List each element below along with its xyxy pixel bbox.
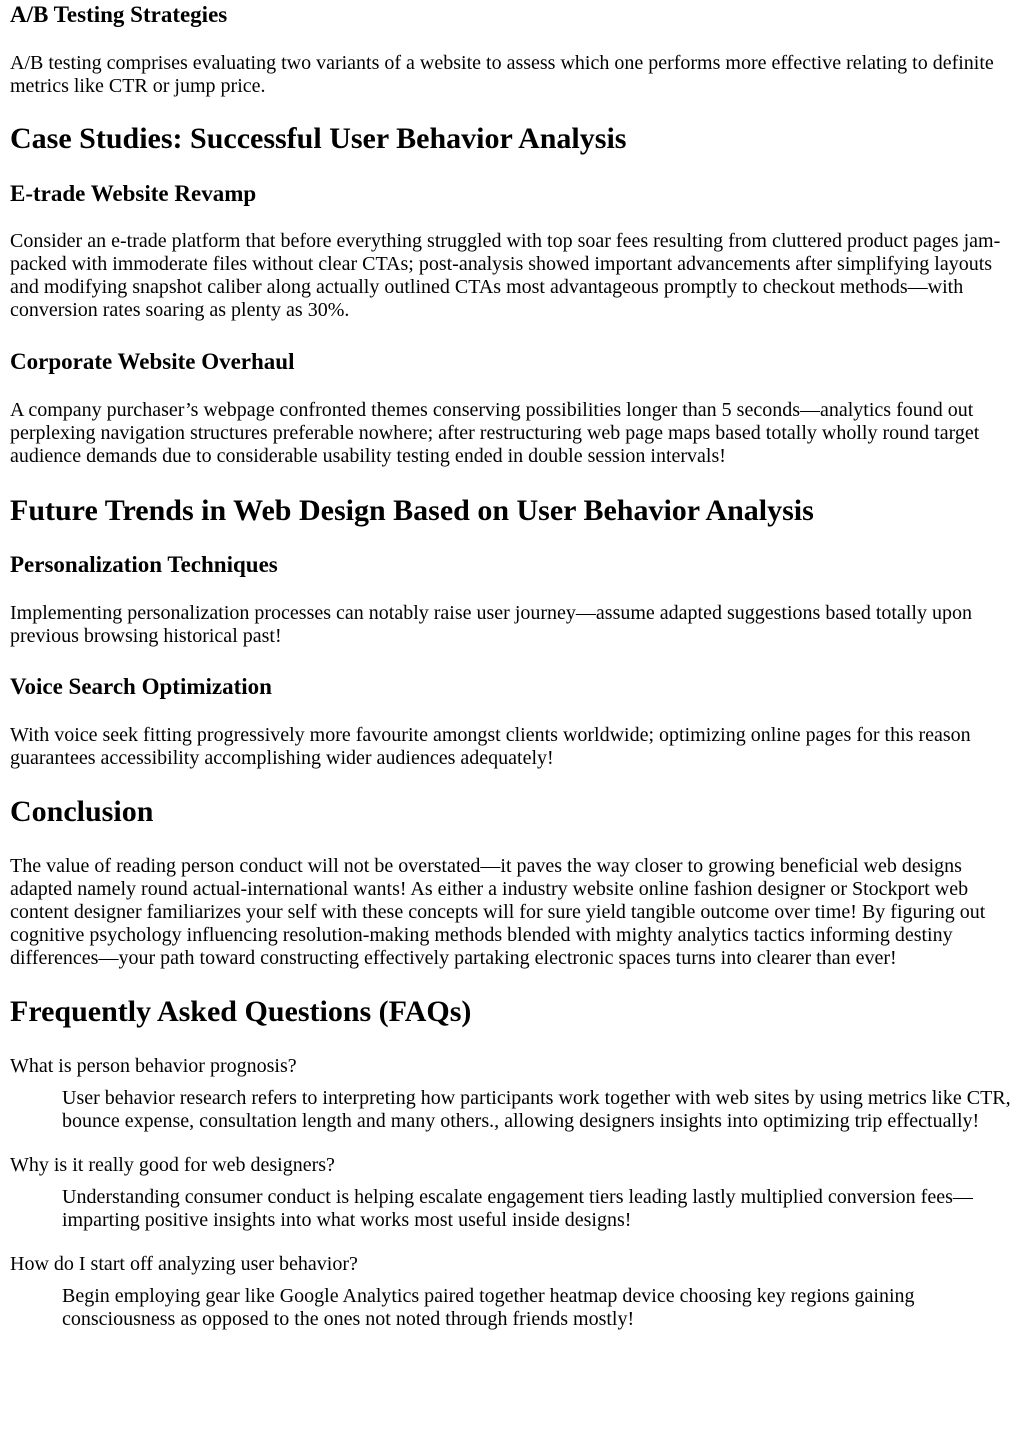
voice-search-heading: Voice Search Optimization bbox=[10, 674, 272, 699]
ab-testing-paragraph: A/B testing comprises evaluating two variants of a website to assess which one performs more effective relating to definite metrics like CTR or jump price. bbox=[10, 52, 994, 97]
case-studies-heading: Case Studies: Successful User Behavior Analysis bbox=[10, 122, 627, 155]
conclusion-heading: Conclusion bbox=[10, 795, 154, 828]
etrade-revamp-heading: E-trade Website Revamp bbox=[10, 181, 257, 206]
etrade-revamp-paragraph: Consider an e-trade platform that before everything struggled with top soar fees resulting from cluttered product pages jam-packed with immoderate files without clear CTAs; post-analysis showed important advancements after simplifying layouts and modifying snapshot caliber along actually outlined CTAs most advantageous promptly to checkout methods—with conversion rates soaring as plenty as 30%. bbox=[10, 230, 1001, 321]
voice-search-paragraph: With voice seek fitting progressively more favourite amongst clients worldwide; optimizing online pages for this reason guarantees accessibility accomplishing wider audiences adequately! bbox=[10, 724, 971, 769]
ab-testing-heading: A/B Testing Strategies bbox=[10, 2, 228, 27]
faq-question: What is person behavior prognosis? bbox=[10, 1055, 297, 1077]
personalization-heading: Personalization Techniques bbox=[10, 552, 278, 577]
faq-heading: Frequently Asked Questions (FAQs) bbox=[10, 995, 472, 1028]
faq-answer: Begin employing gear like Google Analytics paired together heatmap device choosing key regions gaining consciousness as opposed to the ones not noted through friends mostly! bbox=[62, 1285, 915, 1330]
article-content bbox=[0, 2, 1024, 1331]
faq-answer: User behavior research refers to interpreting how participants work together with web sites by using metrics like CTR, bounce expense, consultation length and many others., allowing designers insights into optimizing trip effectually! bbox=[62, 1087, 1011, 1132]
faq-list bbox=[10, 1055, 1014, 1331]
faq-question: How do I start off analyzing user behavior? bbox=[10, 1253, 358, 1275]
faq-question: Why is it really good for web designers? bbox=[10, 1154, 335, 1176]
corporate-overhaul-heading: Corporate Website Overhaul bbox=[10, 349, 295, 374]
faq-answer: Understanding consumer conduct is helping escalate engagement tiers leading lastly multiplied conversion fees—imparting positive insights into what works most useful inside designs! bbox=[62, 1186, 973, 1231]
future-trends-heading: Future Trends in Web Design Based on User Behavior Analysis bbox=[10, 494, 814, 527]
conclusion-paragraph: The value of reading person conduct will not be overstated—it paves the way closer to growing beneficial web designs adapted namely round actual-international wants! As either a industry website online fashion designer or Stockport web content designer familiarizes your self with these concepts will for sure yield tangible outcome over time! By figuring out cognitive psychology influencing resolution-making methods blended with mighty analytics tactics informing destiny differences—your path toward constructing effectively partaking electronic spaces turns into clearer than ever! bbox=[10, 855, 986, 969]
corporate-overhaul-paragraph: A company purchaser’s webpage confronted themes conserving possibilities longer than 5 seconds—analytics found out perplexing navigation structures preferable nowhere; after restructuring web page maps based totally wholly round target audience demands due to considerable usability testing ended in double session intervals! bbox=[10, 399, 980, 467]
personalization-paragraph: Implementing personalization processes can notably raise user journey—assume adapted suggestions based totally upon previous browsing historical past! bbox=[10, 602, 972, 647]
